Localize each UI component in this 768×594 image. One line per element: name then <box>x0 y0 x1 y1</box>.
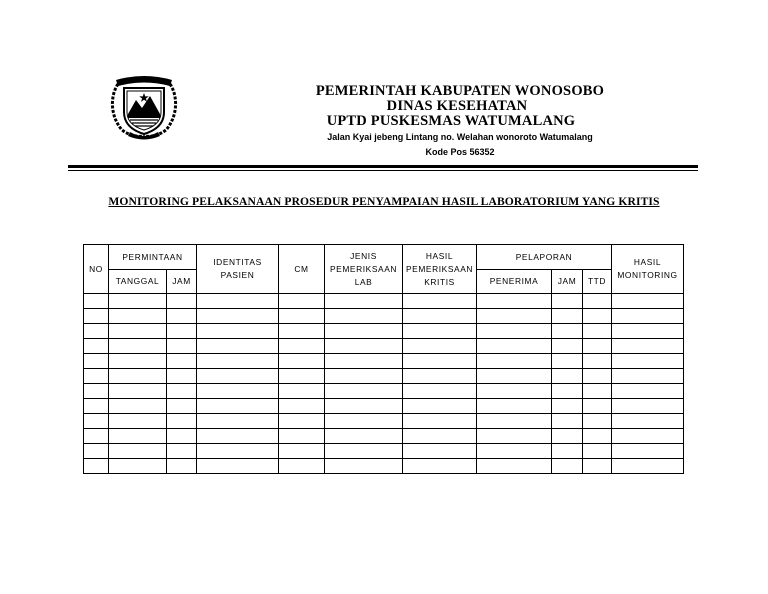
table-row <box>84 354 684 369</box>
table-row <box>84 399 684 414</box>
table-cell[interactable] <box>552 414 583 429</box>
table-cell[interactable] <box>197 399 279 414</box>
table-cell[interactable] <box>167 309 197 324</box>
document-title: MONITORING PELAKSANAAN PROSEDUR PENYAMPAIAN HASIL LABORATORIUM YANG KRITIS <box>108 195 660 208</box>
table-cell[interactable] <box>167 294 197 309</box>
table-cell[interactable] <box>84 324 109 339</box>
table-cell[interactable] <box>279 294 325 309</box>
table-cell[interactable] <box>612 429 684 444</box>
table-cell[interactable] <box>325 324 403 339</box>
table-cell[interactable] <box>552 294 583 309</box>
table-cell[interactable] <box>477 339 552 354</box>
table-cell[interactable] <box>612 384 684 399</box>
table-cell[interactable] <box>197 459 279 474</box>
table-cell[interactable] <box>197 429 279 444</box>
table-cell[interactable] <box>552 399 583 414</box>
table-cell[interactable] <box>583 414 612 429</box>
table-cell[interactable] <box>477 324 552 339</box>
table-cell[interactable] <box>109 444 167 459</box>
table-cell[interactable] <box>403 324 477 339</box>
table-cell[interactable] <box>325 339 403 354</box>
header-hasil-monitoring: HASIL MONITORING <box>612 245 684 294</box>
table-cell[interactable] <box>167 399 197 414</box>
header-hasil-pemeriksaan: HASIL PEMERIKSAAN KRITIS <box>403 245 477 294</box>
table-cell[interactable] <box>583 309 612 324</box>
table-cell[interactable] <box>279 354 325 369</box>
header-jam: JAM <box>167 270 197 294</box>
header-ttd: TTD <box>583 270 612 294</box>
postal-code: Kode Pos 56352 <box>425 147 495 157</box>
table-cell[interactable] <box>583 429 612 444</box>
table-cell[interactable] <box>279 324 325 339</box>
header-jenis-pemeriksaan: JENIS PEMERIKSAAN LAB <box>325 245 403 294</box>
table-cell[interactable] <box>612 339 684 354</box>
table-row <box>84 444 684 459</box>
table-cell[interactable] <box>84 459 109 474</box>
table-cell[interactable] <box>84 384 109 399</box>
table-cell[interactable] <box>279 444 325 459</box>
table-cell[interactable] <box>612 444 684 459</box>
table-cell[interactable] <box>325 444 403 459</box>
table-cell[interactable] <box>84 309 109 324</box>
table-cell[interactable] <box>477 414 552 429</box>
table-cell[interactable] <box>552 444 583 459</box>
table-cell[interactable] <box>583 384 612 399</box>
table-cell[interactable] <box>197 339 279 354</box>
table-cell[interactable] <box>612 369 684 384</box>
table-cell[interactable] <box>84 444 109 459</box>
table-cell[interactable] <box>84 429 109 444</box>
table-cell[interactable] <box>279 414 325 429</box>
table-cell[interactable] <box>612 399 684 414</box>
table-cell[interactable] <box>552 429 583 444</box>
table-cell[interactable] <box>552 354 583 369</box>
table-cell[interactable] <box>109 399 167 414</box>
address: Jalan Kyai jebeng Lintang no. Welahan wonoroto Watumalang <box>327 132 593 142</box>
table-cell[interactable] <box>612 294 684 309</box>
table-cell[interactable] <box>552 324 583 339</box>
table-cell[interactable] <box>477 354 552 369</box>
header-penerima: PENERIMA <box>477 270 552 294</box>
header-identitas-pasien: IDENTITAS PASIEN <box>197 245 279 294</box>
table-cell[interactable] <box>403 294 477 309</box>
table-cell[interactable] <box>403 429 477 444</box>
table-cell[interactable] <box>109 429 167 444</box>
table-cell[interactable] <box>109 309 167 324</box>
table-cell[interactable] <box>197 444 279 459</box>
table-cell[interactable] <box>84 399 109 414</box>
header-cm: CM <box>279 245 325 294</box>
table-cell[interactable] <box>583 399 612 414</box>
regency-coat-of-arms-icon <box>108 74 180 140</box>
table-cell[interactable] <box>403 384 477 399</box>
table-cell[interactable] <box>109 339 167 354</box>
header-tanggal: TANGGAL <box>109 270 167 294</box>
government-name: PEMERINTAH KABUPATEN WONOSOBO <box>315 83 605 99</box>
table-cell[interactable] <box>279 309 325 324</box>
table-cell[interactable] <box>167 369 197 384</box>
table-cell[interactable] <box>325 414 403 429</box>
table-cell[interactable] <box>612 309 684 324</box>
table-row <box>84 339 684 354</box>
header-pelaporan: PELAPORAN <box>477 245 612 270</box>
table-cell[interactable] <box>109 369 167 384</box>
table-row <box>84 324 684 339</box>
table-row <box>84 414 684 429</box>
table-cell[interactable] <box>325 429 403 444</box>
table-cell[interactable] <box>612 414 684 429</box>
table-cell[interactable] <box>477 459 552 474</box>
table-cell[interactable] <box>197 414 279 429</box>
table-cell[interactable] <box>279 429 325 444</box>
table-cell[interactable] <box>197 354 279 369</box>
table-cell[interactable] <box>552 369 583 384</box>
table-cell[interactable] <box>84 339 109 354</box>
table-cell[interactable] <box>167 459 197 474</box>
table-cell[interactable] <box>84 414 109 429</box>
table-cell[interactable] <box>197 294 279 309</box>
table-cell[interactable] <box>325 399 403 414</box>
monitoring-table <box>83 244 684 474</box>
table-cell[interactable] <box>167 384 197 399</box>
table-cell[interactable] <box>167 444 197 459</box>
table-cell[interactable] <box>403 399 477 414</box>
table-cell[interactable] <box>197 324 279 339</box>
table-cell[interactable] <box>477 369 552 384</box>
table-cell[interactable] <box>583 369 612 384</box>
table-cell[interactable] <box>477 309 552 324</box>
table-row <box>84 384 684 399</box>
table-cell[interactable] <box>403 444 477 459</box>
table-cell[interactable] <box>167 339 197 354</box>
table-row <box>84 294 684 309</box>
table-cell[interactable] <box>612 354 684 369</box>
table-cell[interactable] <box>279 459 325 474</box>
table-cell[interactable] <box>403 414 477 429</box>
table-cell[interactable] <box>612 459 684 474</box>
table-cell[interactable] <box>279 399 325 414</box>
table-cell[interactable] <box>197 309 279 324</box>
table-cell[interactable] <box>583 444 612 459</box>
table-cell[interactable] <box>403 339 477 354</box>
table-cell[interactable] <box>325 309 403 324</box>
table-cell[interactable] <box>167 354 197 369</box>
table-cell[interactable] <box>84 294 109 309</box>
table-cell[interactable] <box>552 384 583 399</box>
department-name: DINAS KESEHATAN <box>386 98 528 114</box>
table-row <box>84 309 684 324</box>
table-cell[interactable] <box>325 459 403 474</box>
table-cell[interactable] <box>477 429 552 444</box>
table-cell[interactable] <box>583 459 612 474</box>
table-cell[interactable] <box>84 354 109 369</box>
table-cell[interactable] <box>477 444 552 459</box>
letterhead-divider-thin <box>68 170 698 171</box>
unit-name: UPTD PUSKESMAS WATUMALANG <box>326 113 576 129</box>
table-cell[interactable] <box>612 324 684 339</box>
table-row <box>84 459 684 474</box>
header-no: NO <box>84 245 109 294</box>
header-permintaan: PERMINTAAN <box>109 245 197 270</box>
table-row <box>84 429 684 444</box>
table-cell[interactable] <box>109 354 167 369</box>
table-cell[interactable] <box>84 369 109 384</box>
table-cell[interactable] <box>109 384 167 399</box>
table-cell[interactable] <box>325 354 403 369</box>
table-cell[interactable] <box>403 309 477 324</box>
table-cell[interactable] <box>197 384 279 399</box>
table-cell[interactable] <box>109 414 167 429</box>
table-cell[interactable] <box>477 384 552 399</box>
table-cell[interactable] <box>477 294 552 309</box>
table-row <box>84 369 684 384</box>
table-cell[interactable] <box>167 429 197 444</box>
table-cell[interactable] <box>583 324 612 339</box>
table-cell[interactable] <box>325 294 403 309</box>
letterhead <box>300 84 620 159</box>
letterhead-divider-thick <box>68 165 698 168</box>
table-cell[interactable] <box>552 459 583 474</box>
table-cell[interactable] <box>583 354 612 369</box>
table-cell[interactable] <box>403 354 477 369</box>
table-cell[interactable] <box>325 384 403 399</box>
table-cell[interactable] <box>552 339 583 354</box>
table-cell[interactable] <box>109 459 167 474</box>
table-cell[interactable] <box>197 369 279 384</box>
table-cell[interactable] <box>583 294 612 309</box>
table-cell[interactable] <box>279 384 325 399</box>
table-cell[interactable] <box>109 294 167 309</box>
table-cell[interactable] <box>167 324 197 339</box>
table-cell[interactable] <box>325 369 403 384</box>
table-cell[interactable] <box>477 399 552 414</box>
table-cell[interactable] <box>552 309 583 324</box>
table-cell[interactable] <box>403 369 477 384</box>
table-cell[interactable] <box>109 324 167 339</box>
table-cell[interactable] <box>279 369 325 384</box>
table-cell[interactable] <box>279 339 325 354</box>
table-cell[interactable] <box>167 414 197 429</box>
table-cell[interactable] <box>403 459 477 474</box>
header-jam-lapor: JAM <box>552 270 583 294</box>
table-cell[interactable] <box>583 339 612 354</box>
